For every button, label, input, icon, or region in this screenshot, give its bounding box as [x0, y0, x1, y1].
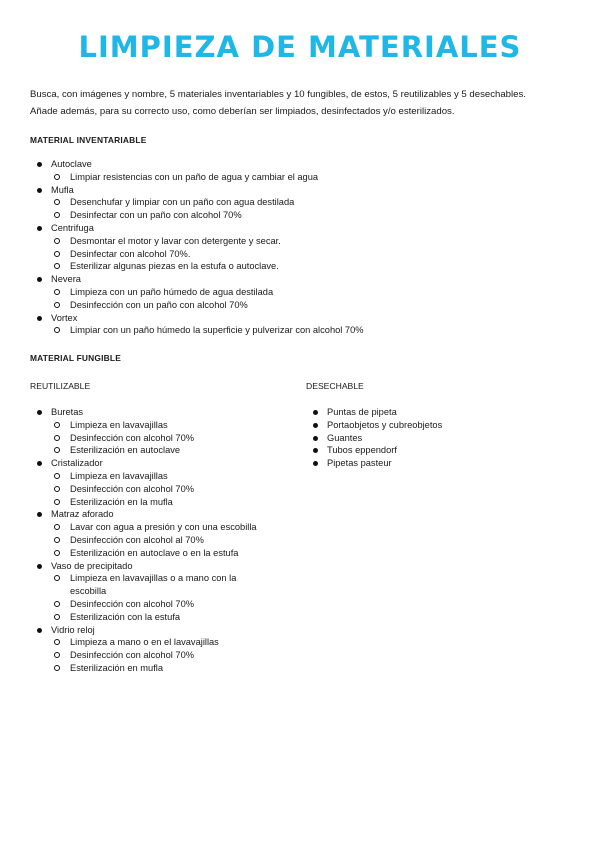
step-item [30, 171, 570, 184]
step-text: Desinfección con alcohol al 70% [70, 534, 204, 545]
list-item [30, 273, 570, 286]
step-text: Limpieza a mano o en el lavavajillas [70, 637, 219, 648]
step-item [30, 324, 570, 337]
list-item [30, 312, 570, 325]
step-item [30, 299, 570, 312]
step-item [30, 483, 300, 496]
step-list [30, 521, 300, 559]
material-name: Vaso de precipitado [51, 560, 133, 571]
step-item [30, 649, 300, 662]
step-item [30, 636, 300, 649]
desechable-list [306, 406, 566, 470]
step-text: Limpieza en lavavajillas o a mano con la escobilla [70, 573, 237, 597]
step-text: Desinfección con un paño con alcohol 70% [70, 299, 248, 310]
step-text: Desinfección con alcohol 70% [70, 432, 195, 443]
section-heading-fungible: MATERIAL FUNGIBLE [30, 353, 122, 363]
step-item [30, 209, 570, 222]
list-item [30, 624, 300, 637]
step-text: Esterilización en mufla [70, 662, 164, 673]
step-item [30, 572, 300, 598]
material-name: Vortex [51, 312, 78, 323]
step-list [30, 419, 300, 457]
intro-line: Añade además, para su correcto uso, como deberían ser limpiados, desinfectados y/o esterilizados. [30, 106, 455, 117]
step-text: Desenchufar y limpiar con un paño con agua destilada [70, 197, 295, 208]
material-name: Nevera [51, 274, 81, 285]
step-text: Desinfectar con un paño con alcohol 70% [70, 210, 242, 221]
page-title: LIMPIEZA DE MATERIALES [78, 30, 522, 64]
list-item: Tubos eppendorf [306, 444, 566, 457]
step-text: Limpieza en lavavajillas [70, 419, 168, 430]
step-item [30, 235, 570, 248]
step-item [30, 248, 570, 261]
step-item [30, 496, 300, 509]
material-name: Cristalizador [51, 458, 103, 469]
step-text: Esterilización con la estufa [70, 611, 181, 622]
section-heading-inventariable: MATERIAL INVENTARIABLE [30, 135, 147, 145]
step-list [30, 171, 570, 184]
step-text: Esterilización en autoclave [70, 445, 181, 456]
step-list [30, 235, 570, 273]
list-item: Pipetas pasteur [306, 457, 566, 470]
list-item [30, 508, 300, 521]
inventariable-list [30, 158, 570, 337]
material-name: Vidrio reloj [51, 624, 95, 635]
list-item: Puntas de pipeta [306, 406, 566, 419]
step-text: Esterilización en autoclave o en la estufa [70, 547, 239, 558]
step-text: Desinfectar con alcohol 70%. [70, 248, 191, 259]
step-item [30, 598, 300, 611]
material-name: Buretas [51, 407, 84, 417]
step-item [30, 419, 300, 432]
list-item [30, 457, 300, 470]
step-text: Lavar con agua a presión y con una escobilla [70, 522, 257, 533]
step-item [30, 611, 300, 624]
subheading-desechable: DESECHABLE [306, 381, 364, 391]
step-text: Limpiar con un paño húmedo la superficie y pulverizar con alcohol 70% [70, 325, 364, 336]
list-item [30, 222, 570, 235]
step-text: Limpiar resistencias con un paño de agua y cambiar el agua [70, 171, 319, 182]
step-text: Desmontar el motor y lavar con detergente y secar. [70, 235, 281, 246]
step-text: Esterilización en la mufla [70, 496, 173, 507]
list-item [30, 158, 570, 171]
step-text: Desinfección con alcohol 70% [70, 483, 195, 494]
list-item [30, 406, 300, 419]
step-text: Desinfección con alcohol 70% [70, 650, 195, 661]
step-list [30, 196, 570, 222]
step-item [30, 286, 570, 299]
step-text: Desinfección con alcohol 70% [70, 598, 195, 609]
list-item [30, 184, 570, 197]
material-name: Matraz aforado [51, 509, 114, 520]
step-text: Limpieza en lavavajillas [70, 470, 168, 481]
list-item: Portaobjetos y cubreobjetos [306, 419, 566, 432]
step-list [30, 572, 300, 623]
step-item [30, 432, 300, 445]
material-name: Mufla [51, 184, 74, 195]
material-name: Autoclave [51, 159, 92, 169]
list-item: Guantes [306, 432, 566, 445]
subheading-reutilizable: REUTILIZABLE [30, 381, 91, 391]
step-list [30, 470, 300, 508]
intro-text [30, 86, 575, 120]
step-item [30, 470, 300, 483]
step-list [30, 324, 570, 337]
step-text: Limpieza con un paño húmedo de agua destilada [70, 286, 274, 297]
step-item [30, 444, 300, 457]
step-text: Esterilizar algunas piezas en la estufa o autoclave. [70, 261, 279, 272]
step-item [30, 547, 300, 560]
reutilizable-list [30, 406, 300, 675]
step-item [30, 521, 300, 534]
intro-line: Busca, con imágenes y nombre, 5 materiales inventariables y 10 fungibles, de estos, 5 reutilizables y 5 desechables. [30, 89, 526, 100]
step-list [30, 286, 570, 312]
list-item [30, 560, 300, 573]
step-item [30, 260, 570, 273]
step-item [30, 534, 300, 547]
material-name: Centrifuga [51, 222, 94, 233]
step-list [30, 636, 300, 674]
step-item [30, 196, 570, 209]
step-item [30, 662, 300, 675]
